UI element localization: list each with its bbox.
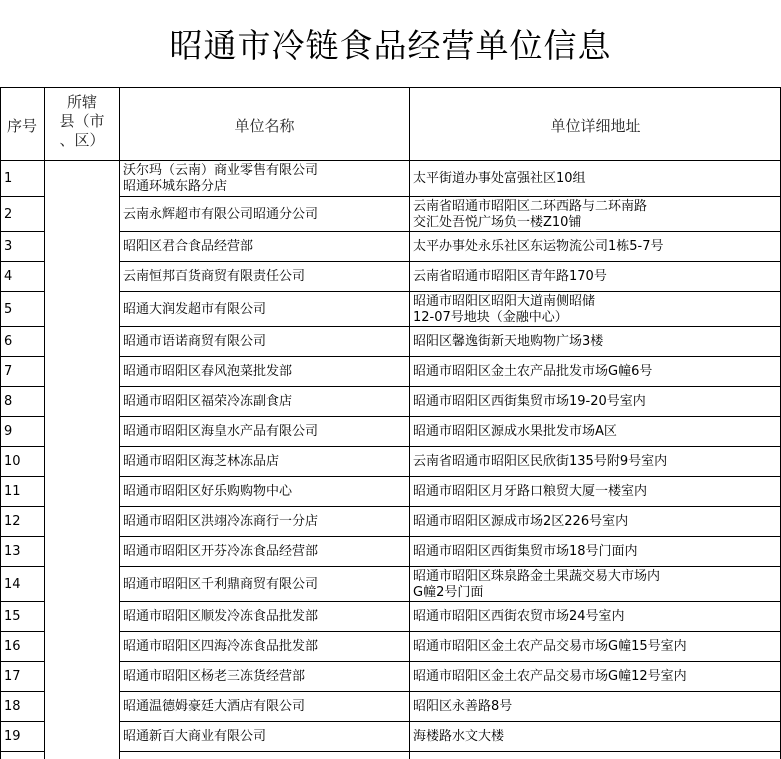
row-address	[413, 699, 512, 715]
address-line: 昭通市昭阳区珠泉路金土果蔬交易大市场内	[413, 568, 661, 584]
row-unit-name	[123, 163, 318, 195]
grid-line-horizontal	[119, 196, 781, 197]
row-unit-name	[123, 239, 253, 255]
unit-name-line: 昭通市昭阳区福荣冷冻副食店	[123, 394, 293, 409]
row-address	[413, 484, 647, 500]
unit-name-line: 昭通市昭阳区千利鼎商贸有限公司	[123, 576, 319, 592]
grid-line-vertical	[0, 87, 1, 759]
row-address	[413, 394, 646, 410]
grid-line-horizontal	[0, 601, 45, 602]
row-seq: 9	[4, 424, 13, 439]
row-unit-name	[123, 334, 266, 350]
row-seq: 19	[4, 729, 21, 744]
grid-line-horizontal	[119, 446, 781, 447]
grid-line-horizontal	[0, 356, 45, 357]
row-address	[413, 569, 660, 601]
row-seq: 18	[4, 699, 21, 714]
address-line: 12-07号地块（金融中心）	[413, 309, 568, 325]
address-line: 昭通市昭阳区金土农产品交易市场G幢15号室内	[413, 639, 687, 654]
unit-name-line: 昭通新百大商业有限公司	[123, 729, 267, 744]
row-unit-name	[123, 424, 318, 440]
address-line: 云南省昭通市昭阳区二环西路与二环南路	[413, 198, 648, 214]
header-unit-name: 单位名称	[234, 117, 295, 135]
address-line: 云南省昭通市昭阳区民欣街135号附9号室内	[413, 454, 668, 469]
grid-line-vertical	[119, 87, 120, 759]
grid-line-horizontal	[119, 416, 781, 417]
row-unit-name	[123, 577, 318, 593]
row-unit-name	[123, 364, 292, 380]
header-county-line-1: 所辖	[66, 93, 97, 111]
unit-name-line: 昭通市昭阳区好乐购购物中心	[123, 484, 293, 499]
grid-line-horizontal	[0, 87, 781, 88]
grid-line-horizontal	[0, 476, 45, 477]
grid-line-horizontal	[0, 261, 45, 262]
grid-line-horizontal	[0, 326, 45, 327]
grid-line-vertical	[44, 87, 45, 759]
address-line: 昭阳区永善路8号	[413, 699, 513, 714]
unit-name-line: 昭通市昭阳区春风泡菜批发部	[123, 364, 293, 379]
row-unit-name	[123, 544, 318, 560]
row-address	[413, 454, 667, 470]
row-seq: 1	[4, 171, 13, 186]
row-seq: 17	[4, 669, 21, 684]
grid-line-horizontal	[0, 196, 45, 197]
grid-line-horizontal	[119, 231, 781, 232]
address-line: G幢2号门面	[413, 584, 484, 600]
header-county-line-2: 县（市	[59, 112, 105, 130]
row-address	[413, 729, 504, 745]
address-line: 太平办事处永乐社区东运物流公司1栋5-7号	[413, 239, 664, 254]
unit-name-line: 昭通市语诺商贸有限公司	[123, 334, 267, 349]
unit-name-line: 云南恒邦百货商贸有限责任公司	[123, 269, 306, 284]
row-unit-name	[123, 394, 292, 410]
row-unit-name	[123, 609, 318, 625]
grid-line-horizontal	[119, 261, 781, 262]
unit-name-line: 昭通环城东路分店	[123, 179, 228, 194]
grid-line-horizontal	[0, 416, 45, 417]
grid-line-horizontal	[0, 691, 45, 692]
row-address	[413, 424, 617, 440]
row-address	[413, 171, 586, 187]
unit-name-line: 昭通市昭阳区杨老三冻货经营部	[123, 669, 306, 684]
grid-line-horizontal	[0, 386, 45, 387]
row-seq: 8	[4, 394, 13, 409]
unit-name-line: 昭通大润发超市有限公司	[123, 301, 267, 317]
grid-line-horizontal	[0, 631, 45, 632]
grid-line-horizontal	[119, 476, 781, 477]
address-line: 昭通市昭阳区西街农贸市场24号室内	[413, 609, 625, 624]
grid-line-horizontal	[119, 356, 781, 357]
address-line: 云南省昭通市昭阳区青年路170号	[413, 269, 607, 284]
row-seq: 5	[4, 301, 13, 317]
row-seq: 7	[4, 364, 13, 379]
grid-line-horizontal	[0, 446, 45, 447]
grid-line-vertical	[409, 87, 410, 759]
unit-name-line: 昭通市昭阳区海芝林冻品店	[123, 454, 280, 469]
unit-name-line: 昭通市昭阳区洪翊冷冻商行一分店	[123, 514, 319, 529]
row-address	[413, 609, 625, 625]
grid-line-horizontal	[0, 291, 45, 292]
row-address	[413, 269, 607, 285]
unit-name-line: 昭通市昭阳区开芬冷冻食品经营部	[123, 544, 319, 559]
row-unit-name	[123, 699, 305, 715]
grid-line-horizontal	[0, 721, 45, 722]
grid-line-horizontal	[0, 231, 45, 232]
row-unit-name	[123, 639, 318, 655]
row-address	[413, 239, 664, 255]
grid-line-horizontal	[119, 631, 781, 632]
grid-line-horizontal	[119, 601, 781, 602]
row-unit-name	[123, 514, 318, 530]
row-unit-name	[123, 269, 305, 285]
grid-line-horizontal	[119, 751, 781, 752]
unit-name-line: 昭阳区君合食品经营部	[123, 239, 254, 254]
row-address	[413, 544, 638, 560]
address-line: 昭通市昭阳区西街集贸市场19-20号室内	[413, 394, 646, 409]
grid-line-horizontal	[119, 721, 781, 722]
row-seq: 16	[4, 639, 21, 654]
row-address	[413, 364, 652, 380]
grid-line-horizontal	[0, 566, 45, 567]
row-seq: 4	[4, 269, 13, 284]
unit-name-line: 昭通市昭阳区海皇水产品有限公司	[123, 424, 319, 439]
row-unit-name	[123, 729, 266, 745]
row-address	[413, 669, 687, 685]
row-seq: 12	[4, 514, 21, 529]
grid-line-horizontal	[0, 506, 45, 507]
grid-line-horizontal	[0, 661, 45, 662]
row-seq: 3	[4, 239, 13, 254]
row-seq: 11	[4, 484, 21, 499]
address-line: 昭通市昭阳区源成市场2区226号室内	[413, 514, 629, 529]
grid-line-horizontal	[0, 751, 45, 752]
row-seq: 10	[4, 454, 21, 469]
header-county	[45, 93, 119, 150]
unit-name-line: 云南永辉超市有限公司昭通分公司	[123, 206, 319, 222]
grid-line-horizontal	[119, 536, 781, 537]
row-address	[413, 334, 603, 350]
header-county-line-3: 、区）	[59, 131, 105, 149]
grid-line-horizontal	[119, 566, 781, 567]
unit-name-line: 昭通市昭阳区顺发冷冻食品批发部	[123, 609, 319, 624]
address-line: 太平街道办事处富强社区10组	[413, 171, 586, 186]
row-seq: 6	[4, 334, 13, 349]
grid-line-horizontal	[119, 326, 781, 327]
grid-line-horizontal	[119, 661, 781, 662]
address-line: 昭通市昭阳区源成水果批发市场A区	[413, 424, 617, 439]
document-title: 昭通市冷链食品经营单位信息	[169, 26, 612, 65]
business-info-table	[0, 87, 781, 759]
address-line: 昭通市昭阳区金土农产品交易市场G幢12号室内	[413, 669, 687, 684]
row-seq: 2	[4, 206, 13, 222]
address-line: 昭通市昭阳区昭阳大道南侧昭储	[413, 293, 596, 309]
row-address	[413, 199, 647, 231]
row-unit-name	[123, 669, 305, 685]
row-unit-name	[123, 484, 292, 500]
address-line: 昭通市昭阳区西街集贸市场18号门面内	[413, 544, 638, 559]
address-line: 昭阳区馨逸街新天地购物广场3楼	[413, 334, 604, 349]
unit-name-line: 昭通市昭阳区四海冷冻食品批发部	[123, 639, 319, 654]
row-address	[413, 294, 595, 326]
grid-line-horizontal	[0, 160, 781, 161]
address-line: 交汇处吾悦广场负一楼Z10铺	[413, 214, 582, 230]
header-seq: 序号	[6, 117, 37, 135]
row-seq: 13	[4, 544, 21, 559]
row-address	[413, 639, 687, 655]
row-unit-name	[123, 454, 279, 470]
address-line: 海楼路水文大楼	[413, 729, 505, 744]
grid-line-horizontal	[119, 691, 781, 692]
row-seq: 14	[4, 576, 21, 592]
unit-name-line: 沃尔玛（云南）商业零售有限公司	[123, 163, 319, 178]
address-line: 昭通市昭阳区月牙路口粮贸大厦一楼室内	[413, 484, 648, 499]
row-unit-name	[123, 302, 266, 318]
grid-line-horizontal	[119, 386, 781, 387]
grid-line-horizontal	[119, 291, 781, 292]
unit-name-line: 昭通温德姆豪廷大酒店有限公司	[123, 699, 306, 714]
row-address	[413, 514, 628, 530]
grid-line-horizontal	[0, 536, 45, 537]
row-seq: 15	[4, 609, 21, 624]
header-address: 单位详细地址	[550, 117, 641, 135]
address-line: 昭通市昭阳区金土农产品批发市场G幢6号	[413, 364, 653, 379]
row-unit-name	[123, 207, 318, 223]
grid-line-horizontal	[119, 506, 781, 507]
